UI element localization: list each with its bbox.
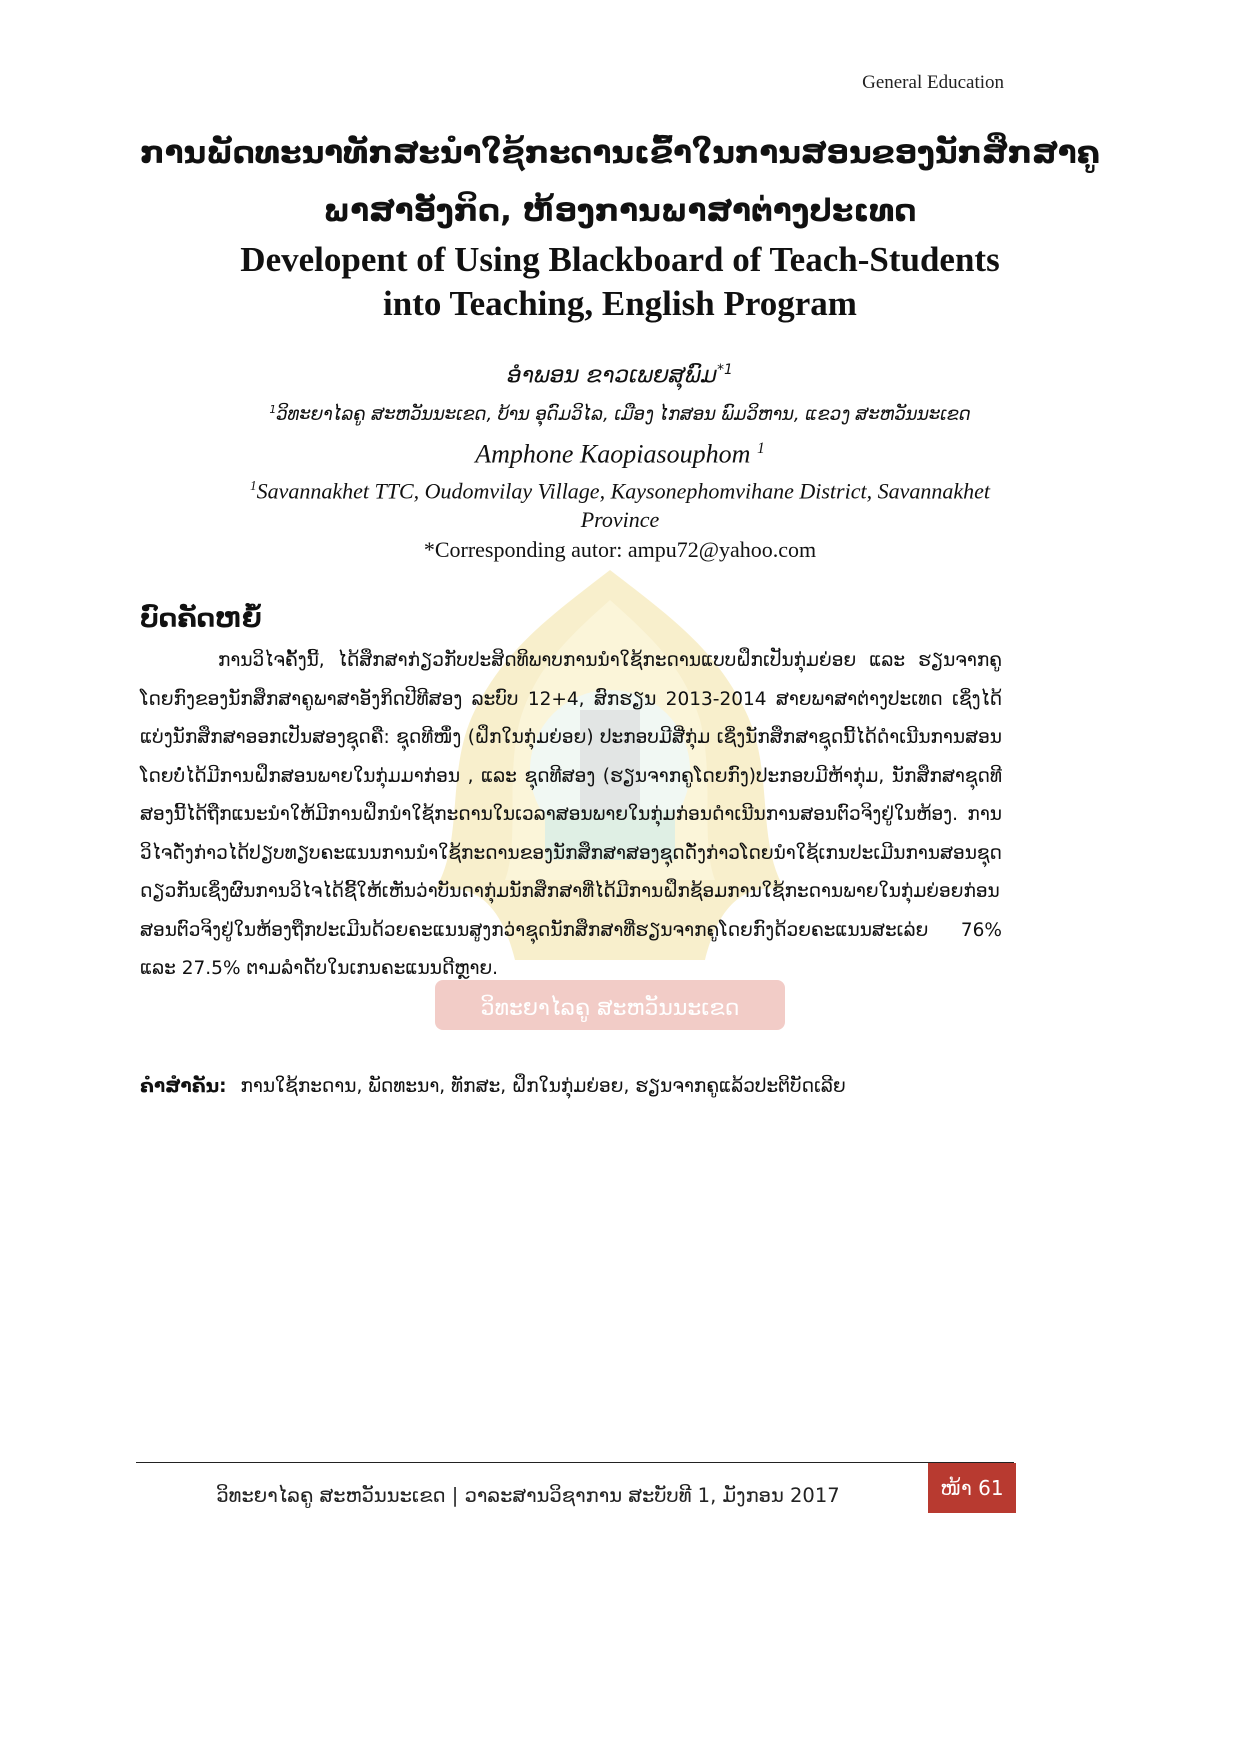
keywords-text: ການໃຊ້ກະດານ, ພັດທະນາ, ທັກສະ, ຝຶກໃນກຸ່ມຍ່ອຍ, ຮຽນຈາກຄູແລ້ວປະຕິບັດເລີຍ	[240, 1076, 846, 1097]
lao-title-line-1: ການພັດທະນາທັກສະນຳໃຊ້ກະດານເຂົ້າໃນການສອນຂອງນັກສຶກສາຄູ	[140, 135, 1100, 171]
keywords	[140, 1072, 1002, 1102]
journal-section-label: General Education	[862, 72, 1004, 93]
abstract-heading: ບົດຄັດຫຍໍ້	[140, 604, 262, 634]
english-title-line-1: Developent of Using Blackboard of Teach-Students	[240, 240, 1000, 279]
footer-journal-info: ວິທະຍາໄລຄູ ສະຫວັນນະເຂດ | ວາລະສານວິຊາການ ສະບັບທີ 1, ມັງກອນ 2017	[216, 1484, 840, 1507]
author-block	[120, 352, 1120, 566]
watermark-text: ວິທະຍາໄລຄູ ສະຫວັນນະເຂດ	[480, 996, 740, 1021]
english-title	[120, 238, 1120, 326]
english-author-name: Amphone Kaopiasouphom $^1$	[475, 439, 765, 469]
lao-title	[120, 124, 1120, 240]
abstract-paragraph: ການວິໄຈຄັ້ງນີ້, ໄດ້ສຶກສາກ່ຽວກັບປະສິດທິພາບການນຳໃຊ້ກະດານແບບຝຶກເປັນກຸ່ມຍ່ອຍ ແລະ ຮຽນຈາກຄູໂດຍກົງຂອງນັກສຶກສາຄູພາສາອັງກິດປີທີສອງ ລະບົບ 12+4, ສົກຮຽນ 2013-2014 ສາຍພາສາຕ່າງປະເທດ ເຊິ່ງໄດ້ແບ່ງນັກສຶກສາອອກເປັນສອງຊຸດຄື: ຊຸດທີໜຶ່ງ (ຝຶກໃນກຸ່ມຍ່ອຍ) ປະກອບມີສີ່ກຸ່ມ ເຊິ່ງນັກສຶກສາຊຸດນີ້ໄດ້ດຳເນີນການສອນໂດຍບໍ່ໄດ້ມີການຝຶກສອນພາຍໃນກຸ່ມມາກ່ອນ , ແລະ ຊຸດທີສອງ (ຮຽນຈາກຄູໂດຍກົງ)ປະກອບມີຫ້າກຸ່ມ, ນັກສຶກສາຊຸດທີສອງນີ້ໄດ້ຖືກແນະນຳໃຫ້ມີການຝຶກນຳໃຊ້ກະດານໃນເວລາສອນພາຍໃນກຸ່ມກ່ອນດຳເນີນການສອນຕົວຈິງຢູ່ໃນຫ້ອງ. ການວິໄຈດັ່ງກ່າວໄດ້ປຽບທຽບຄະແນນການນຳໃຊ້ກະດານຂອງນັກສຶກສາສອງຊຸດດັ່ງກ່າວໂດຍນຳໃຊ້ເກນປະເມີນການສອນຊຸດດຽວກັນເຊິ່ງຜົນການວິໄຈໄດ້ຊີ້ໃຫ້ເຫັນວ່າບັນດາກຸ່ມນັກສຶກສາທີ່ໄດ້ມີການຝຶກຊ້ອມການໃຊ້ກະດານພາຍໃນກຸ່ມຍ່ອຍກ່ອນສອນຕົວຈິງຢູ່ໃນຫ້ອງຖືກປະເມີນດ້ວຍຄະແນນສູງກວ່າຊຸດນັກສຶກສາທີ່ຮຽນຈາກຄູໂດຍກົງດ້ວຍຄະແນນສະເລ່ຍ 76% ແລະ 27.5% ຕາມລຳດັບໃນເກນຄະແນນດີຫຼາຍ.	[140, 650, 1002, 979]
english-affiliation: $^1$Savannakhet TTC, Oudomvilay Village, Kaysonephomvihane District, Savannakhet Province	[249, 478, 990, 532]
corresponding-author: *Corresponding autor: ampu72@yahoo.com	[423, 536, 817, 562]
english-title-line-2: into Teaching, English Program	[383, 284, 857, 323]
footer-divider	[136, 1462, 1014, 1463]
page-number-badge: ໜ້າ 61	[928, 1463, 1016, 1513]
abstract-body	[140, 642, 1002, 989]
lao-affiliation: $^1$ວິທະຍາໄລຄູ ສະຫວັນນະເຂດ, ບ້ານ ອຸດົມວິໄລ, ເມືອງ ໄກສອນ ພົມວິຫານ, ແຂວງ ສະຫວັນນະເຂດ	[269, 402, 971, 425]
lao-title-line-2: ພາສາອັງກິດ, ຫ້ອງການພາສາຕ່າງປະເທດ	[323, 193, 917, 229]
keywords-label: ຄຳສຳຄັນ:	[140, 1076, 227, 1097]
lao-author-name: ອຳພອນ ຂາວເພຍສຸພົມ$^{*1}$	[507, 362, 733, 389]
